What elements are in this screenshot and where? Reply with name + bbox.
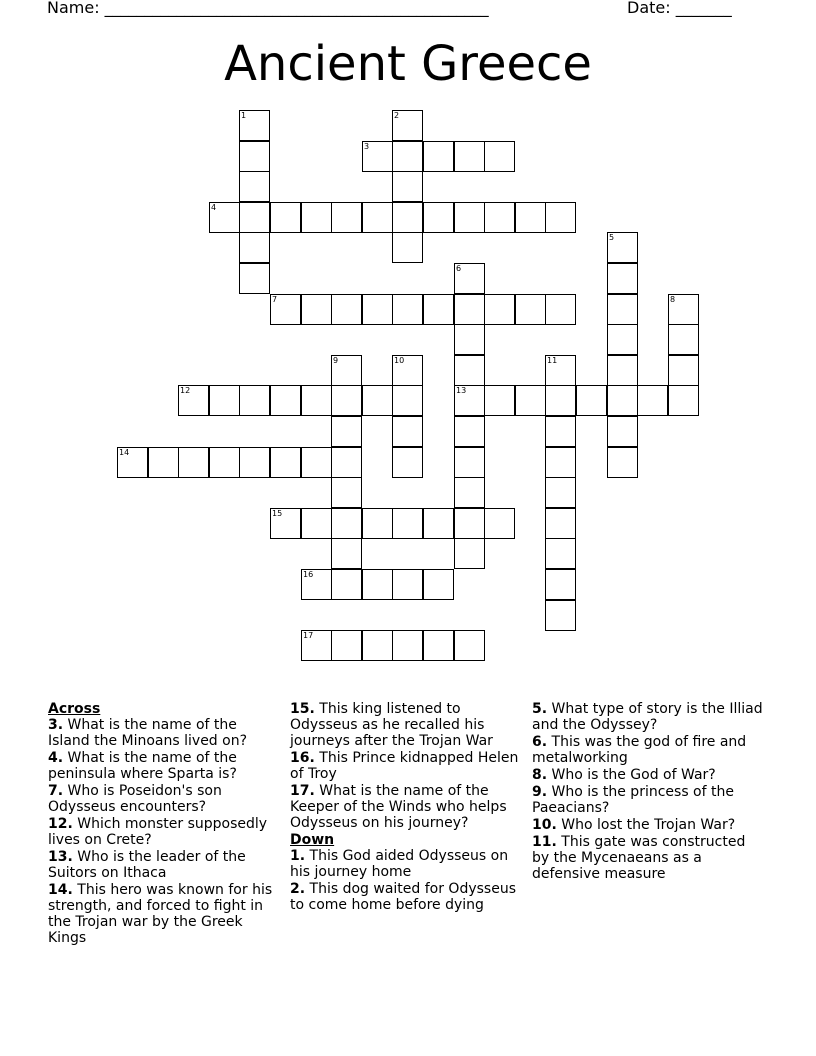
clue-number: 6 — [456, 264, 462, 273]
grid-cell[interactable] — [331, 538, 362, 569]
grid-cell[interactable] — [392, 110, 423, 141]
down-clue: 10. Who lost the Trojan War? — [532, 817, 736, 833]
grid-cell[interactable] — [239, 447, 270, 478]
grid-cell[interactable] — [545, 355, 576, 386]
grid-cell[interactable] — [331, 508, 362, 539]
name-field-label: Name: ________________________________________________ — [47, 0, 489, 17]
grid-cell[interactable] — [423, 141, 454, 172]
clue-number: 9 — [333, 356, 339, 365]
grid-cell[interactable] — [362, 630, 393, 661]
grid-cell[interactable] — [331, 477, 362, 508]
grid-cell[interactable] — [668, 324, 699, 355]
grid-cell[interactable] — [454, 477, 485, 508]
clue-number: 4 — [211, 203, 217, 212]
down-clue: 2. This dog waited for Odysseus to come home before dying — [290, 881, 516, 913]
grid-cell[interactable] — [301, 385, 332, 416]
grid-cell[interactable] — [392, 630, 423, 661]
grid-cell[interactable] — [362, 569, 393, 600]
grid-cell[interactable] — [362, 141, 393, 172]
grid-cell[interactable] — [301, 447, 332, 478]
grid-cell[interactable] — [484, 202, 515, 233]
clue-number: 1 — [241, 111, 247, 120]
grid-cell[interactable] — [178, 447, 209, 478]
grid-cell[interactable] — [239, 385, 270, 416]
grid-cell[interactable] — [239, 263, 270, 294]
grid-cell[interactable] — [178, 385, 209, 416]
across-clue: 15. This king listened to Odysseus as he recalled his journeys after the Trojan War — [290, 701, 493, 749]
down-clue: 11. This gate was constructed by the Mycenaeans as a defensive measure — [532, 834, 746, 882]
grid-cell[interactable] — [362, 385, 393, 416]
grid-cell[interactable] — [392, 232, 423, 263]
grid-cell[interactable] — [454, 447, 485, 478]
across-clue: 3. What is the name of the Island the Minoans lived on? — [48, 717, 248, 749]
grid-cell[interactable] — [392, 508, 423, 539]
clue-number: 15 — [272, 509, 283, 518]
across-heading: Across — [48, 701, 101, 717]
grid-cell[interactable] — [209, 385, 240, 416]
grid-cell[interactable] — [392, 447, 423, 478]
grid-cell[interactable] — [576, 385, 607, 416]
grid-cell[interactable] — [392, 569, 423, 600]
grid-cell[interactable] — [545, 600, 576, 631]
clue-number: 16 — [303, 570, 314, 579]
grid-cell[interactable] — [484, 508, 515, 539]
grid-cell[interactable] — [301, 569, 332, 600]
grid-cell[interactable] — [423, 508, 454, 539]
grid-cell[interactable] — [545, 477, 576, 508]
grid-cell[interactable] — [331, 355, 362, 386]
grid-cell[interactable] — [668, 385, 699, 416]
grid-cell[interactable] — [392, 171, 423, 202]
date-field-label: Date: _______ — [627, 0, 732, 17]
across-clue: 17. What is the name of the Keeper of the Winds who helps Odysseus on his journey? — [290, 783, 507, 831]
grid-cell[interactable] — [545, 538, 576, 569]
clues-column-2 — [290, 701, 530, 914]
across-clue: 14. This hero was known for his strength, and forced to fight in the Trojan war by the Greek Kings — [48, 882, 273, 946]
grid-cell[interactable] — [607, 263, 638, 294]
grid-cell[interactable] — [545, 569, 576, 600]
grid-cell[interactable] — [301, 202, 332, 233]
grid-cell[interactable] — [454, 538, 485, 569]
grid-cell[interactable] — [270, 202, 301, 233]
grid-cell[interactable] — [270, 447, 301, 478]
clue-number: 5 — [609, 233, 615, 242]
grid-cell[interactable] — [545, 385, 576, 416]
clue-number: 3 — [364, 142, 370, 151]
grid-cell[interactable] — [331, 294, 362, 325]
grid-cell[interactable] — [484, 294, 515, 325]
grid-cell[interactable] — [637, 385, 668, 416]
clue-number: 17 — [303, 631, 314, 640]
grid-cell[interactable] — [545, 416, 576, 447]
across-clue: 7. Who is Poseidon's son Odysseus encounters? — [48, 783, 222, 815]
grid-cell[interactable] — [607, 416, 638, 447]
grid-cell[interactable] — [301, 508, 332, 539]
grid-cell[interactable] — [331, 416, 362, 447]
grid-cell[interactable] — [392, 355, 423, 386]
grid-cell[interactable] — [607, 232, 638, 263]
grid-cell[interactable] — [209, 202, 240, 233]
grid-cell[interactable] — [239, 232, 270, 263]
grid-cell[interactable] — [392, 294, 423, 325]
grid-cell[interactable] — [423, 294, 454, 325]
down-clue: 9. Who is the princess of the Paeacians? — [532, 784, 734, 816]
grid-cell[interactable] — [545, 202, 576, 233]
grid-cell[interactable] — [117, 447, 148, 478]
clue-number: 7 — [272, 295, 278, 304]
grid-cell[interactable] — [270, 385, 301, 416]
clue-number: 13 — [456, 386, 467, 395]
grid-cell[interactable] — [668, 355, 699, 386]
down-clue: 6. This was the god of fire and metalworking — [532, 734, 747, 766]
grid-cell[interactable] — [454, 385, 485, 416]
grid-cell[interactable] — [392, 141, 423, 172]
grid-cell[interactable] — [607, 385, 638, 416]
clue-number: 14 — [119, 448, 130, 457]
across-clue: 16. This Prince kidnapped Helen of Troy — [290, 750, 519, 782]
grid-cell[interactable] — [607, 324, 638, 355]
grid-cell[interactable] — [607, 447, 638, 478]
grid-cell[interactable] — [607, 355, 638, 386]
clue-number: 8 — [670, 295, 676, 304]
clues-column-3 — [532, 701, 764, 883]
grid-cell[interactable] — [423, 202, 454, 233]
down-heading: Down — [290, 832, 335, 848]
grid-cell[interactable] — [454, 263, 485, 294]
grid-cell[interactable] — [270, 294, 301, 325]
grid-cell[interactable] — [239, 110, 270, 141]
grid-cell[interactable] — [301, 630, 332, 661]
grid-cell[interactable] — [331, 202, 362, 233]
clue-number: 2 — [394, 111, 400, 120]
grid-cell[interactable] — [239, 171, 270, 202]
grid-cell[interactable] — [454, 202, 485, 233]
clue-number: 12 — [180, 386, 191, 395]
grid-cell[interactable] — [209, 447, 240, 478]
down-clue: 5. What type of story is the Illiad and the Odyssey? — [532, 701, 763, 733]
across-clue: 12. Which monster supposedly lives on Crete? — [48, 816, 268, 848]
grid-cell[interactable] — [331, 447, 362, 478]
grid-cell[interactable] — [454, 355, 485, 386]
grid-cell[interactable] — [454, 416, 485, 447]
grid-cell[interactable] — [362, 508, 393, 539]
down-clue: 1. This God aided Odysseus on his journey home — [290, 848, 509, 880]
across-clue: 13. Who is the leader of the Suitors on Ithaca — [48, 849, 246, 881]
grid-cell[interactable] — [392, 202, 423, 233]
grid-cell[interactable] — [270, 508, 301, 539]
grid-cell[interactable] — [454, 324, 485, 355]
grid-cell[interactable] — [392, 385, 423, 416]
clue-number: 10 — [394, 356, 405, 365]
grid-cell[interactable] — [239, 141, 270, 172]
grid-cell[interactable] — [239, 202, 270, 233]
down-clue: 8. Who is the God of War? — [532, 767, 716, 783]
grid-cell[interactable] — [331, 385, 362, 416]
grid-cell[interactable] — [545, 508, 576, 539]
grid-cell[interactable] — [668, 294, 699, 325]
clues-column-1 — [48, 701, 280, 947]
grid-cell[interactable] — [545, 294, 576, 325]
clue-number: 11 — [547, 356, 558, 365]
grid-cell[interactable] — [362, 202, 393, 233]
grid-cell[interactable] — [515, 385, 546, 416]
grid-cell[interactable] — [454, 294, 485, 325]
grid-cell[interactable] — [515, 294, 546, 325]
grid-cell[interactable] — [423, 569, 454, 600]
grid-cell[interactable] — [331, 630, 362, 661]
across-clue: 4. What is the name of the peninsula where Sparta is? — [48, 750, 237, 782]
grid-cell[interactable] — [148, 447, 179, 478]
grid-cell[interactable] — [454, 141, 485, 172]
grid-cell[interactable] — [607, 294, 638, 325]
grid-cell[interactable] — [392, 416, 423, 447]
grid-cell[interactable] — [301, 294, 332, 325]
grid-cell[interactable] — [331, 569, 362, 600]
grid-cell[interactable] — [484, 141, 515, 172]
grid-cell[interactable] — [454, 508, 485, 539]
grid-cell[interactable] — [362, 294, 393, 325]
grid-cell[interactable] — [545, 447, 576, 478]
grid-cell[interactable] — [454, 630, 485, 661]
grid-cell[interactable] — [484, 385, 515, 416]
grid-cell[interactable] — [423, 630, 454, 661]
page-title: Ancient Greece — [224, 36, 592, 92]
grid-cell[interactable] — [515, 202, 546, 233]
